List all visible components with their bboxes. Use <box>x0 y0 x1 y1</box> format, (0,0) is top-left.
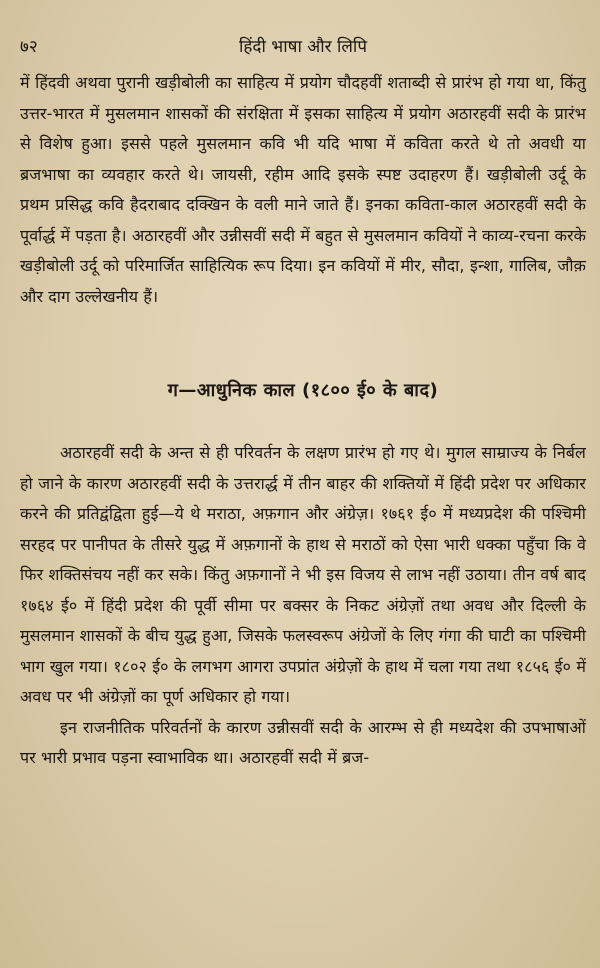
running-title: हिंदी भाषा और लिपि <box>239 37 367 57</box>
section-heading: ग—आधुनिक काल (१८०० ई० के बाद) <box>167 380 439 401</box>
paragraph-medieval-khariboli: में हिंदवी अथवा पुरानी खड़ीबोली का साहित्य में प्रयोग चौदहवीं शताब्दी से प्रारंभ हो गया था, किंतु उत्तर-भारत में मुसलमान शासकों की संरक्षिता में इसका साहित्य में प्रयोग अठारहवीं सदी के प्रारंभ से विशेष हुआ। इससे पहले मुसलमान कवि भी यदि भाषा में कविता करते थे तो अवधी या ब्रजभाषा का व्यवहार करते थे। जायसी, रहीम आदि इसके स्पष्ट उदाहरण हैं। खड़ीबोली उर्दू के प्रथम प्रसिद्ध कवि हैदराबाद दक्खिन के वली माने जाते हैं। इनका कविता-काल अठारहवीं सदी के पूर्वार्द्ध में पड़ता है। अठारहवीं और उन्नीसवीं सदी में बहुत से मुसलमान कवियों ने काव्य-रचना करके खड़ीबोली उर्दू को परिमार्जित साहित्यिक रूप दिया। इन कवियों में मीर, सौदा, इन्शा, गालिब, जौक़ और दाग उल्लेखनीय हैं। <box>20 73 586 306</box>
paragraph-modern-period-2: इन राजनीतिक परिवर्तनों के कारण उन्नीसवीं सदी के आरम्भ से ही मध्यदेश की उपभाषाओं पर भारी प्रभाव पड़ना स्वाभाविक था। अठारहवीं सदी में ब्रज- <box>20 717 586 767</box>
paragraph-modern-period-1: अठारहवीं सदी के अन्त से ही परिवर्तन के लक्षण प्रारंभ हो गए थे। मुगल साम्राज्य के निर्बल हो जाने के कारण अठारहवीं सदी के उत्तरार्द्ध में तीन बाहर की शक्तियों में हिंदी प्रदेश पर अधिकार करने की प्रतिद्वंद्विता हुई—ये थे मराठा, अफ़गान और अंग्रेज़। १७६१ ई० में मध्यप्रदेश की पश्चिमी सरहद पर पानीपत के तीसरे युद्ध में अफ़गानों के हाथ से मराठों को ऐसा भारी धक्का पहुँचा कि वे फिर शक्तिसंचय नहीं कर सके। किंतु अफ़गानों ने भी इस विजय से लाभ नहीं उठाया। तीन वर्ष बाद १७६४ ई० में हिंदी प्रदेश की पूर्वी सीमा पर बक्सर के निकट अंग्रेज़ों तथा अवध और दिल्ली के मुसलमान शासकों के बीच युद्ध हुआ, जिसके फलस्वरूप अंग्रेजों के लिए गंगा की घाटी का पश्चिमी भाग खुल गया। १८०२ ई० के लगभग आगरा उपप्रांत अंग्रेज़ों के हाथ में चला गया तथा १८५६ ई० में अवध पर भी अंग्रेज़ों का पूर्ण अधिकार हो गया। <box>20 443 586 706</box>
page-header <box>20 34 586 68</box>
page-number: ७२ <box>20 37 38 57</box>
